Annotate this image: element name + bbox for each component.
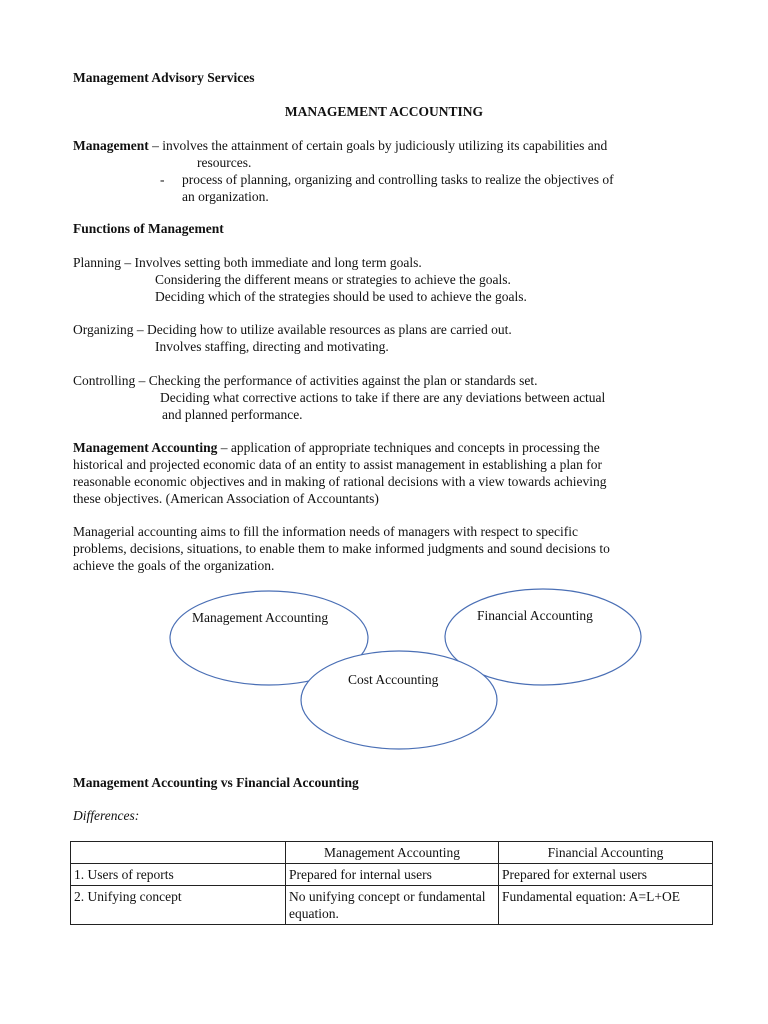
document-header: Management Advisory Services: [73, 70, 255, 85]
management-definition-dash: -: [160, 172, 165, 187]
managerial-paragraph-line-1: Managerial accounting aims to fill the information needs of managers with respect to specific: [73, 524, 578, 539]
planning-line-2: Considering the different means or strategies to achieve the goals.: [155, 272, 511, 287]
comparison-heading: Management Accounting vs Financial Accounting: [73, 775, 359, 790]
table-cell: Fundamental equation: A=L+OE: [499, 886, 713, 925]
planning-line-1: Planning – Involves setting both immediate and long term goals.: [73, 255, 422, 270]
management-definition-line-4: an organization.: [182, 189, 269, 204]
management-definition-line-2: resources.: [197, 155, 252, 170]
managerial-paragraph-line-2: problems, decisions, situations, to enable them to make informed judgments and sound decisions to: [73, 541, 610, 556]
managerial-paragraph-line-3: achieve the goals of the organization.: [73, 558, 275, 573]
cost-accounting-ellipse: [301, 651, 497, 749]
management-accounting-definition-line-3: reasonable economic objectives and in making of rational decisions with a view towards achieving: [73, 474, 607, 489]
controlling-line-1: Controlling – Checking the performance of activities against the plan or standards set.: [73, 373, 538, 388]
table-header-cell: Financial Accounting: [499, 842, 713, 864]
organizing-line-2: Involves staffing, directing and motivating.: [155, 339, 389, 354]
management-accounting-definition-line-4: these objectives. (American Association of Accountants): [73, 491, 379, 506]
management-accounting-label: Management Accounting: [192, 610, 329, 625]
controlling-line-3: and planned performance.: [162, 407, 303, 422]
table-cell: 1. Users of reports: [71, 864, 286, 886]
management-definition-line-3: process of planning, organizing and controlling tasks to realize the objectives of: [182, 172, 614, 187]
accounting-branches-diagram: [160, 585, 650, 770]
controlling-line-2: Deciding what corrective actions to take if there are any deviations between actual: [160, 390, 606, 405]
table-cell: Prepared for internal users: [286, 864, 499, 886]
functions-heading: Functions of Management: [73, 221, 224, 236]
management-accounting-definition-line-1: Management Accounting – application of appropriate techniques and concepts in processing the: [73, 440, 600, 455]
table-cell: No unifying concept or fundamental equation.: [286, 886, 499, 925]
table-row: [71, 886, 713, 925]
differences-label: Differences:: [73, 808, 140, 823]
planning-line-3: Deciding which of the strategies should be used to achieve the goals.: [155, 289, 527, 304]
table-cell: Prepared for external users: [499, 864, 713, 886]
cost-accounting-label: Cost Accounting: [348, 672, 439, 687]
organizing-line-1: Organizing – Deciding how to utilize available resources as plans are carried out.: [73, 322, 512, 337]
table-header-cell: [71, 842, 286, 864]
financial-accounting-label: Financial Accounting: [477, 608, 593, 623]
differences-table: [70, 841, 713, 925]
management-definition-line-1: Management – involves the attainment of certain goals by judiciously utilizing its capabilities and: [73, 138, 608, 153]
management-accounting-definition-line-2: historical and projected economic data of an entity to assist management in establishing a plan for: [73, 457, 602, 472]
table-row: [71, 864, 713, 886]
table-cell: 2. Unifying concept: [71, 886, 286, 925]
table-header-row: [71, 842, 713, 864]
table-header-cell: Management Accounting: [286, 842, 499, 864]
document-title: MANAGEMENT ACCOUNTING: [284, 104, 484, 119]
